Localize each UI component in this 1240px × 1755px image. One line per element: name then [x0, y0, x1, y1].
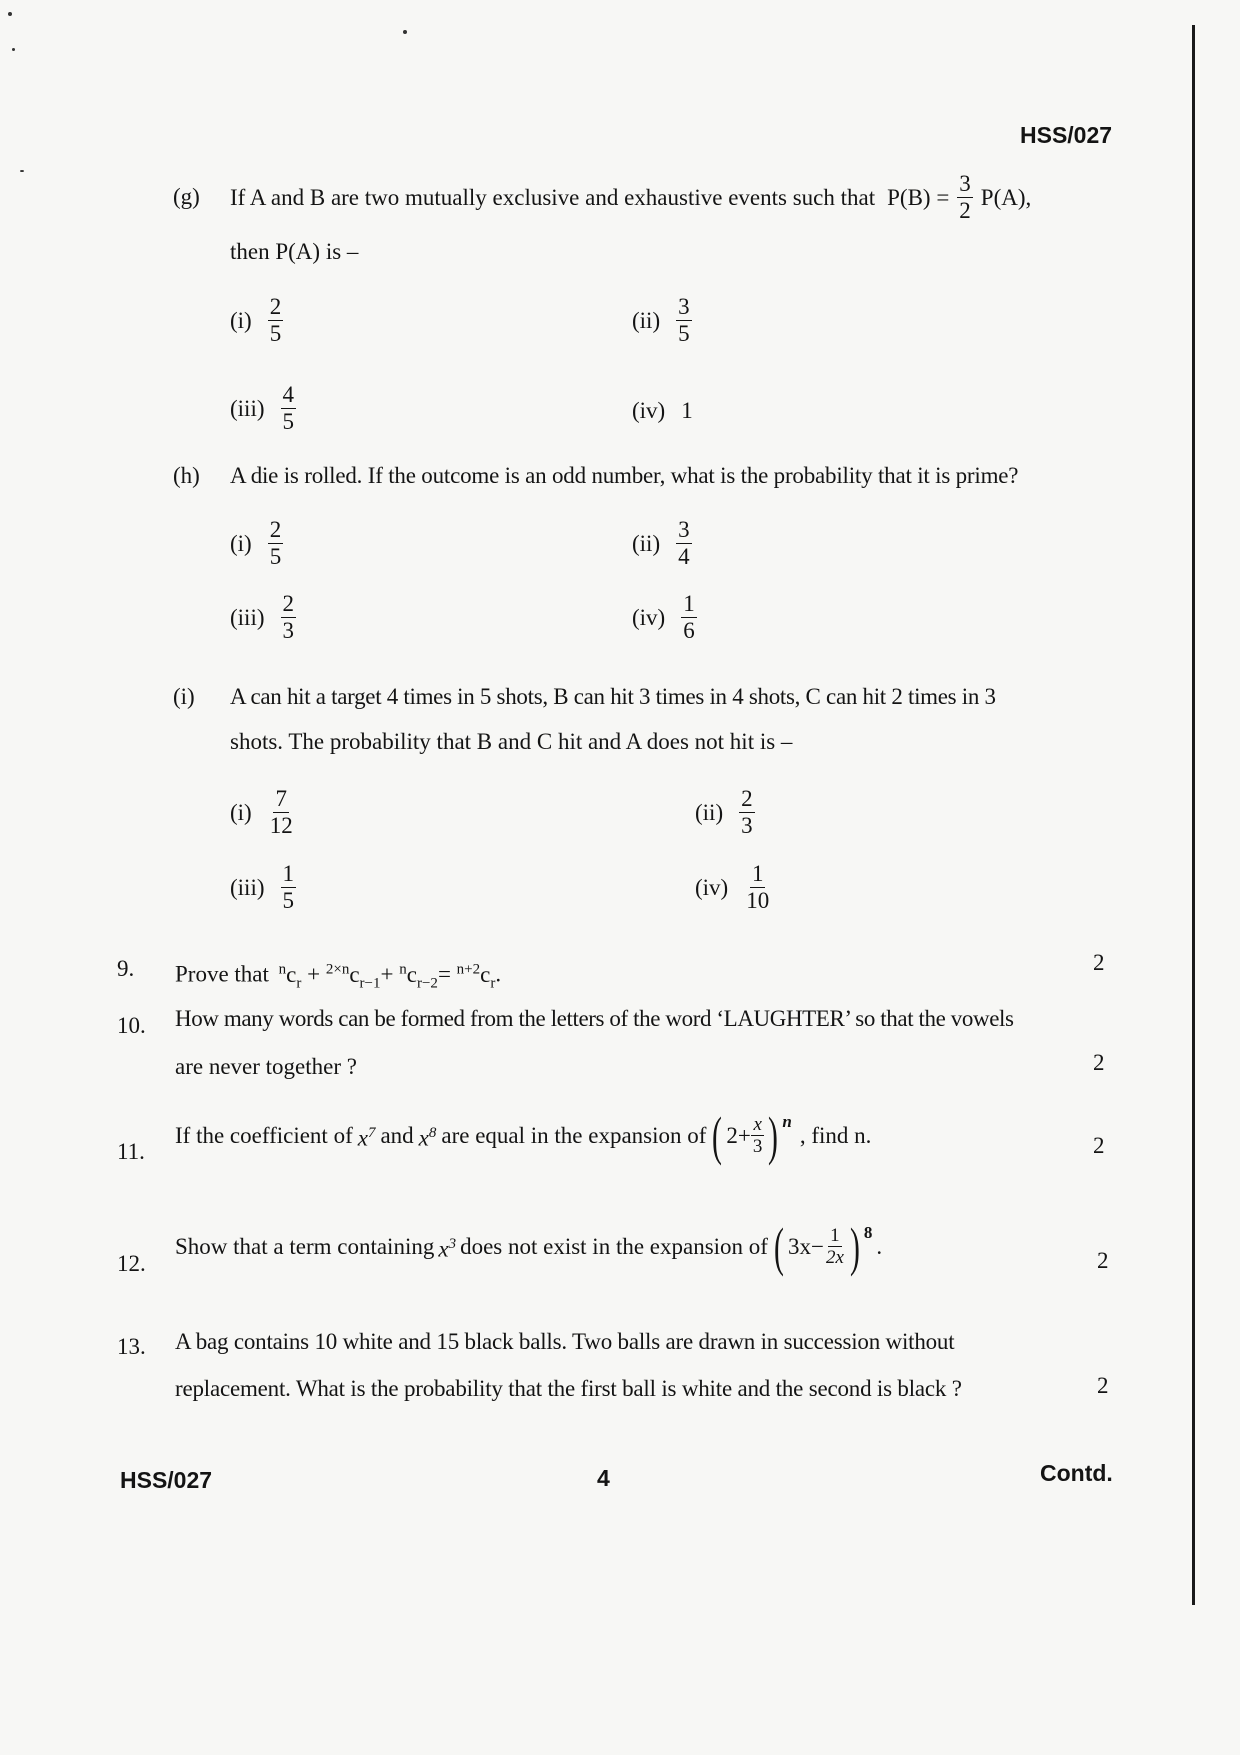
option-fraction: $\frac{1}{5}$ — [282, 861, 294, 913]
question-h-option-2 — [632, 518, 692, 569]
question-g-option-4 — [632, 398, 693, 424]
question-i-option-1 — [230, 787, 295, 838]
question-12-number: 12. — [117, 1251, 146, 1276]
question-g-option-1 — [230, 295, 283, 346]
question-h-label: (h) — [173, 463, 200, 488]
expansion-fraction: $\frac{1}{2x}$ — [825, 1225, 844, 1268]
question-13-line2: replacement. What is the probability that the first ball is white and the second is black ? — [175, 1376, 962, 1401]
question-9-text: Prove that — [175, 961, 269, 987]
question-g-label: (g) — [173, 184, 200, 209]
fraction-denominator: 2 — [959, 198, 971, 223]
question-9-marks: 2 — [1093, 950, 1105, 975]
question-h-option-1 — [230, 518, 283, 569]
question-h-text: A die is rolled. If the outcome is an odd number, what is the probability that it is prime? — [230, 463, 1019, 488]
equals-sign: = — [437, 961, 451, 987]
option-fraction: $\frac{2}{5}$ — [269, 517, 282, 569]
option-label: (iii) — [230, 604, 265, 630]
question-10-line1: How many words can be formed from the letters of the word ‘LAUGHTER’ so that the vowels — [175, 1006, 1014, 1031]
question-i-option-2 — [695, 787, 755, 838]
option-fraction: $\frac{3}{4}$ — [678, 517, 690, 569]
question-11-text: If the coefficient of — [175, 1122, 353, 1148]
question-i-line2: shots. The probability that B and C hit and A does not hit is – — [230, 729, 793, 754]
scan-speck — [12, 48, 15, 51]
plus-sign: + — [307, 961, 321, 987]
expansion-base: 3x− — [787, 1233, 824, 1259]
nCr-term-1: $^nc_r$ — [278, 961, 302, 992]
question-11-body: If the coefficient of $x^7$ and $x^8$ are equal in the expansion of ( 2+ $\frac{x}{3}$ ) n , find n. — [175, 1105, 872, 1166]
question-i-option-3 — [230, 862, 296, 913]
expansion-power: n — [782, 1111, 792, 1131]
option-fraction: $\frac{2}{5}$ — [269, 294, 282, 346]
option-fraction: $\frac{7}{12}$ — [269, 786, 293, 838]
option-fraction: $\frac{1}{10}$ — [746, 861, 770, 913]
option-label: (ii) — [695, 799, 724, 825]
option-label: (iv) — [695, 874, 729, 900]
question-g-option-3 — [230, 383, 296, 434]
question-13-line1: A bag contains 10 white and 15 black balls. Two balls are drawn in succession without — [175, 1329, 955, 1354]
option-fraction: $\frac{3}{5}$ — [678, 294, 690, 346]
nCr-term-4: $^{n+2}c_r$ — [456, 961, 496, 992]
plus-sign: + — [380, 961, 394, 987]
option-label: (iii) — [230, 874, 265, 900]
fraction-numerator: 3 — [959, 171, 971, 196]
question-10-marks: 2 — [1093, 1050, 1105, 1075]
nCr-term-2: $^{2\times n}c_{r-1}$ — [325, 961, 381, 992]
continued-label: Contd. — [1040, 1460, 1113, 1486]
option-fraction: $\frac{4}{5}$ — [282, 382, 294, 434]
option-label: (iii) — [230, 395, 265, 421]
option-label: (i) — [230, 307, 252, 333]
option-label: (iv) — [632, 398, 666, 423]
question-10-line2: are never together ? — [175, 1054, 357, 1079]
option-label: (ii) — [632, 307, 661, 333]
option-fraction: $\frac{2}{3}$ — [741, 786, 753, 838]
question-h-option-4 — [632, 592, 697, 643]
question-11-number: 11. — [117, 1139, 145, 1164]
question-g-option-2 — [632, 295, 692, 346]
question-9-number: 9. — [117, 956, 135, 981]
question-h-option-3 — [230, 592, 296, 643]
question-g-fraction — [957, 172, 973, 223]
question-9-body: Prove that $^nc_r + ^{2\times n}c_{r-1}+ ^nc_{r-2}= ^{n+2}c_r$. — [175, 961, 502, 992]
expansion-fraction: $\frac{x}{3}$ — [752, 1114, 763, 1157]
question-i-option-4 — [695, 862, 771, 913]
option-fraction: $\frac{1}{6}$ — [683, 591, 695, 643]
scan-speck — [20, 170, 24, 172]
x3-term: $x^3$ — [438, 1235, 457, 1262]
question-12-text: Show that a term containing — [175, 1233, 435, 1259]
nCr-term-3: $^nc_{r-2}$ — [399, 961, 438, 992]
scan-edge-line — [1192, 25, 1195, 1605]
question-13-number: 13. — [117, 1334, 146, 1359]
question-13-marks: 2 — [1097, 1373, 1109, 1398]
header-code: HSS/027 — [1020, 122, 1113, 148]
footer-code: HSS/027 — [120, 1467, 213, 1493]
question-g-line1 — [230, 172, 1031, 223]
option-value: 1 — [681, 398, 693, 423]
question-12-marks: 2 — [1097, 1248, 1109, 1273]
question-i-line1: A can hit a target 4 times in 5 shots, B can hit 3 times in 4 shots, C can hit 2 times in 3 — [230, 684, 996, 709]
question-i-label: (i) — [173, 684, 195, 709]
question-g-pb: P(B) = — [887, 184, 950, 210]
expansion-power: 8 — [863, 1222, 873, 1242]
x8-term: $x^8$ — [418, 1124, 437, 1151]
scan-speck — [403, 30, 407, 34]
question-g-text: If A and B are two mutually exclusive and exhaustive events such that — [230, 184, 876, 210]
expansion-base: 2+ — [726, 1122, 751, 1148]
question-g-line2: then P(A) is – — [230, 239, 359, 264]
option-fraction: $\frac{2}{3}$ — [282, 591, 294, 643]
option-label: (i) — [230, 530, 252, 556]
option-label: (i) — [230, 799, 252, 825]
question-g-pa: P(A), — [980, 184, 1032, 210]
option-label: (iv) — [632, 604, 666, 630]
page-number: 4 — [597, 1465, 610, 1491]
scan-speck — [8, 12, 12, 16]
question-11-marks: 2 — [1093, 1133, 1105, 1158]
option-label: (ii) — [632, 530, 661, 556]
question-12-body: Show that a term containing $x^3$ does not exist in the expansion of ( 3x− $\frac{1}{2x}$ ) 8 . — [175, 1216, 883, 1277]
x7-term: $x^7$ — [357, 1124, 376, 1151]
question-10-number: 10. — [117, 1013, 146, 1038]
